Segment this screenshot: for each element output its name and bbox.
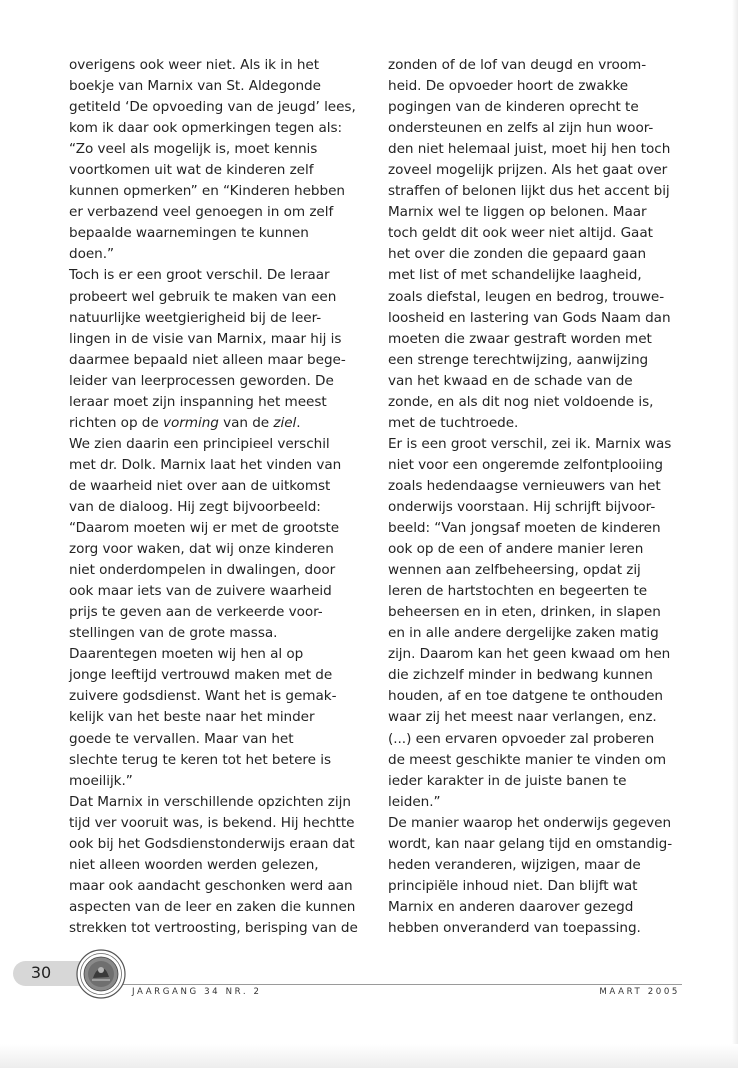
circular-seal-icon	[76, 949, 126, 999]
page-bottom-shadow	[0, 1044, 738, 1068]
footer-rule	[120, 984, 682, 985]
paragraph-text: van de	[218, 414, 274, 431]
paragraph	[69, 265, 369, 433]
paragraph-text: .	[296, 414, 301, 431]
paragraph: overigens ook weer niet. Als ik in het boekje van Marnix van St. Aldegonde getiteld ‘De opvoeding van de jeugd’ lees, kom ik daar ook opmerkingen tegen als: “Zo veel als mogelijk is, moet kennis voortkomen uit wat de kinderen zelf kunnen opmerken” en “Kinderen hebben er verbazend veel genoegen in om zelf bepaalde waarnemingen te kunnen doen.”	[69, 57, 356, 263]
page-edge-shadow	[732, 0, 738, 1068]
left-column	[69, 55, 369, 939]
emphasis-vorming: vorming	[162, 414, 219, 431]
issue-date: MAART 2005	[599, 987, 680, 997]
paragraph: zonden of de lof van deugd en vroom- heid. De opvoeder hoort de zwakke pogingen van de kinderen oprecht te ondersteunen en zelfs al zijn hun woor- den niet helemaal juist, moet hij hen toch zoveel mogelijk prijzen. Als het gaat over straffen of belonen lijkt dus het accent bij Marnix wel te liggen op belonen. Maar toch geldt dit ook weer niet altijd. Gaat het over die zonden die gepaard gaan met list of met schandelijke laagheid, zoals diefstal, leugen en bedrog, trouwe- loosheid en lastering van Gods Naam dan moeten die zwaar gestraft worden met een strenge terechtwijzing, aanwijzing van het kwaad en de schade van de zonde, en als dit nog niet voldoende is, met de tuchtroede.	[388, 57, 671, 431]
journal-issue: JAARGANG 34 NR. 2	[132, 987, 262, 997]
right-column	[388, 55, 698, 939]
paragraph-text: Toch is er een groot verschil. De leraar probeert wel gebruik te maken van een natuurlijke weetgierigheid bij de leer- lingen in de visie van Marnix, maar hij is daarmee bepaald niet alleen maar bege- leider van leerprocessen geworden. De leraar moet zijn inspanning het meest richten op de	[69, 267, 346, 431]
paragraph: Dat Marnix in verschillende opzichten zijn tijd ver vooruit was, is bekend. Hij hechtte ook bij het Godsdienstonderwijs eraan dat niet alleen woorden werden gelezen, maar ook aandacht geschonken werd aan aspecten van de leer en zaken die kunnen strekken tot vertroosting, berisping van de	[69, 793, 358, 936]
paragraph: Er is een groot verschil, zei ik. Marnix was niet voor een ongeremde zelfontplooiing zoals hedendaagse vernieuwers van het onderwijs voorstaan. Hij schrijft bijvoor- beeld: “Van jongsaf moeten de kinderen ook op de een of andere manier leren wennen aan zelfbeheersing, opdat zij leren de hartstochten en begeerten te beheersen en in eten, drinken, in slapen en in alle andere dergelijke zaken matig zijn. Daarom kan het geen kwaad om hen die zichzelf minder in bedwang kunnen houden, af en toe datgene te onthouden waar zij het meest naar verlangen, enz. (...) een ervaren opvoeder zal proberen de meest geschikte manier te vinden om ieder karakter in de juiste banen te leiden.”	[388, 435, 672, 810]
paragraph: We zien daarin een principieel verschil met dr. Dolk. Marnix laat het vinden van de waarheid niet over aan de uitkomst van de dialoog. Hij zegt bijvoorbeeld: “Daarom moeten wij er met de grootste zorg voor waken, dat wij onze kinderen niet onderdompelen in dwalingen, door ook maar iets van de zuivere waarheid prijs te geven aan de verkeerde voor- stellingen van de grote massa. Daarentegen moeten wij hen al op jonge leeftijd vertrouwd maken met de zuivere godsdienst. Want het is gemak- kelijk van het beste naar het minder goede te vervallen. Maar van het slechte terug te keren tot het betere is moeilijk.”	[69, 435, 342, 789]
emphasis-ziel: ziel	[273, 414, 297, 431]
page-number: 30	[30, 963, 52, 982]
page-footer	[0, 940, 738, 1010]
paragraph: De manier waarop het onderwijs gegeven wordt, kan naar gelang tijd en omstandig- heden veranderen, wijzigen, maar de principiële inhoud niet. Dan blijft wat Marnix en anderen daarover gezegd hebben onveranderd van toepassing.	[388, 814, 673, 936]
